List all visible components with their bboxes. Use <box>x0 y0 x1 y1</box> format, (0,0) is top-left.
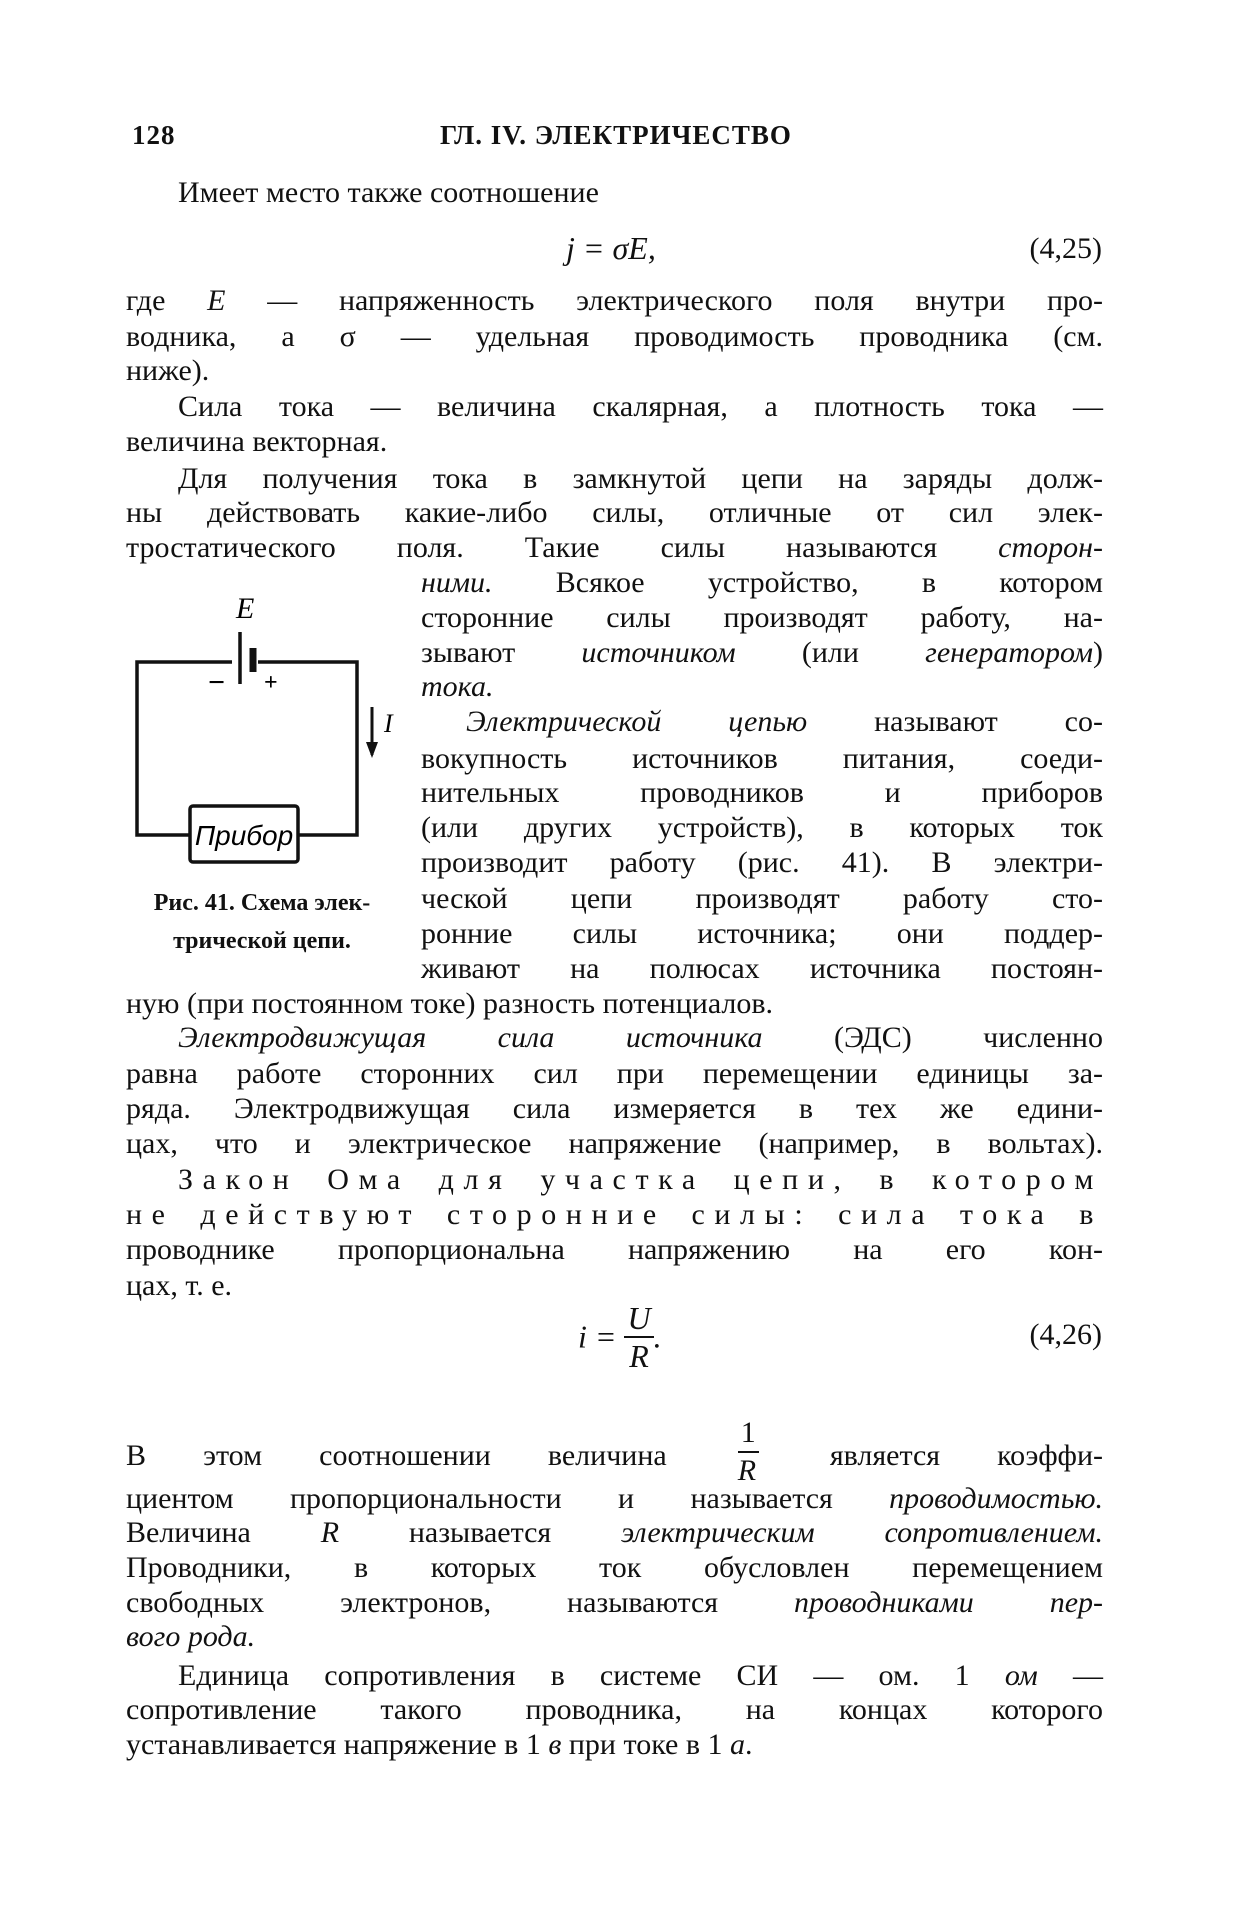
text-segment: является коэффи- <box>772 1438 1103 1472</box>
italic-text: сторон- <box>998 531 1103 564</box>
text-segment: Для получения тока в замкнутой цепи на заряды долж- <box>178 462 1103 495</box>
text-segment: где <box>126 284 208 317</box>
text-segment: не действуют сторонние силы: <box>126 1198 813 1231</box>
text-segment: цах, т. е. <box>126 1269 233 1302</box>
italic-text: проводимостью. <box>889 1482 1103 1515</box>
italic-text: а <box>730 1728 746 1761</box>
current-arrow-head <box>366 742 378 758</box>
text-segment: равна работе сторонних сил при перемещении единицы за- <box>126 1057 1103 1090</box>
text-segment: Всякое устройство, в котором <box>492 566 1103 599</box>
italic-text: проводниками пер- <box>794 1586 1103 1619</box>
text-segment: водника, а σ — удельная проводимость проводника (см. <box>126 320 1103 353</box>
minus-label: − <box>208 666 226 699</box>
italic-text: генератором <box>925 636 1093 669</box>
equation-number: (4,26) <box>1029 1318 1102 1351</box>
current-label: I <box>384 709 393 738</box>
text-segment: ную (при постоянном токе) разность потенциалов. <box>126 987 774 1020</box>
text-segment: устанавливается напряжение в 1 <box>126 1728 549 1761</box>
equation-number: (4,25) <box>1029 232 1102 265</box>
text-segment: при токе в 1 <box>561 1728 731 1761</box>
text-segment: сопротивление такого проводника, на концах которого <box>126 1693 1103 1726</box>
italic-text: вого рода. <box>126 1620 256 1653</box>
italic-text: Электрической цепью <box>466 705 808 738</box>
text-segment: Имеет место также соотношение <box>178 176 599 209</box>
denominator: R <box>737 1454 757 1487</box>
text-segment: проводнике пропорциональна напряжению на его кон- <box>126 1233 1103 1266</box>
italic-text: в <box>548 1728 562 1761</box>
denominator: R <box>629 1338 649 1374</box>
text-segment: (или других устройств), в которых ток <box>421 811 1103 844</box>
equation-lhs: i = <box>578 1318 617 1355</box>
text-segment: ) <box>1093 636 1103 669</box>
text-segment: ронние силы источника; они поддер- <box>421 917 1103 950</box>
text-segment: вокупность источников питания, соеди- <box>421 742 1103 775</box>
text-segment: производит работу (рис. 41). В электри- <box>421 846 1103 879</box>
text-segment: называется <box>339 1516 622 1549</box>
page-number: 128 <box>132 120 176 150</box>
text-segment: живают на полюсах источника постоян- <box>421 952 1103 985</box>
text-segment: Сила тока — величина скалярная, а плотность тока — <box>178 390 1103 423</box>
equation-tail: . <box>653 1318 662 1355</box>
text-segment: . <box>745 1728 753 1761</box>
text-segment: зывают <box>421 636 582 669</box>
device-label: Прибор <box>194 820 294 851</box>
italic-text: ом <box>1004 1659 1038 1692</box>
text-segment: сторонние силы производят работу, на- <box>421 601 1103 634</box>
text-segment: — <box>1037 1659 1104 1692</box>
italic-text: R <box>320 1516 340 1549</box>
italic-text: ними. <box>421 566 493 599</box>
caption-line: трической цепи. <box>173 928 351 954</box>
text-segment: ряда. Электродвижущая сила измеряется в тех же едини- <box>126 1092 1103 1125</box>
text-segment: (или <box>735 636 926 669</box>
text-segment: Проводники, в которых ток обусловлен перемещением <box>126 1551 1103 1584</box>
italic-text: тока. <box>421 670 494 703</box>
numerator: 1 <box>738 1415 759 1453</box>
caption-line: Рис. 41. Схема элек- <box>153 890 371 916</box>
text-segment: В этом соотношении величина <box>126 1438 724 1472</box>
text-segment: Закон Ома для участка цепи, в котором <box>178 1163 1103 1196</box>
text-segment: цах, что и электрическое напряжение (например, в вольтах). <box>126 1127 1103 1160</box>
italic-text: источником <box>581 636 736 669</box>
wire <box>137 662 357 835</box>
text-segment: — напряженность электрического поля внутри про- <box>225 284 1103 317</box>
text-segment: называют со- <box>807 705 1103 738</box>
numerator: U <box>624 1300 653 1338</box>
text-segment: Единица сопротивления в системе СИ — ом. 1 <box>178 1659 1005 1692</box>
italic-text: Электродвижущая сила источника <box>178 1021 763 1054</box>
figure-caption <box>128 884 396 960</box>
text-segment: циентом пропорциональности и называется <box>126 1482 890 1515</box>
text-segment: ниже). <box>126 354 210 387</box>
text-segment: сила тока в <box>812 1198 1103 1231</box>
text-segment: ческой цепи производят работу сто- <box>421 882 1103 915</box>
text-segment: Величина <box>126 1516 321 1549</box>
plus-label: + <box>264 670 278 696</box>
italic-text: электрическим сопротивлением. <box>621 1516 1103 1549</box>
running-title: ГЛ. IV. ЭЛЕКТРИЧЕСТВО <box>440 120 792 150</box>
italic-text: E <box>207 284 226 317</box>
text-segment: ны действовать какие-либо силы, отличные от сил элек- <box>126 496 1103 529</box>
text-segment: (ЭДС) численно <box>762 1021 1103 1054</box>
text-segment: тростатического поля. Такие силы называются <box>126 531 999 564</box>
text-segment: свободных электронов, называются <box>126 1586 795 1619</box>
emf-label: E <box>236 592 255 625</box>
text-segment: величина векторная. <box>126 425 388 458</box>
text-segment: нительных проводников и приборов <box>421 776 1103 809</box>
equation-4-25: j = σE, <box>566 230 656 266</box>
